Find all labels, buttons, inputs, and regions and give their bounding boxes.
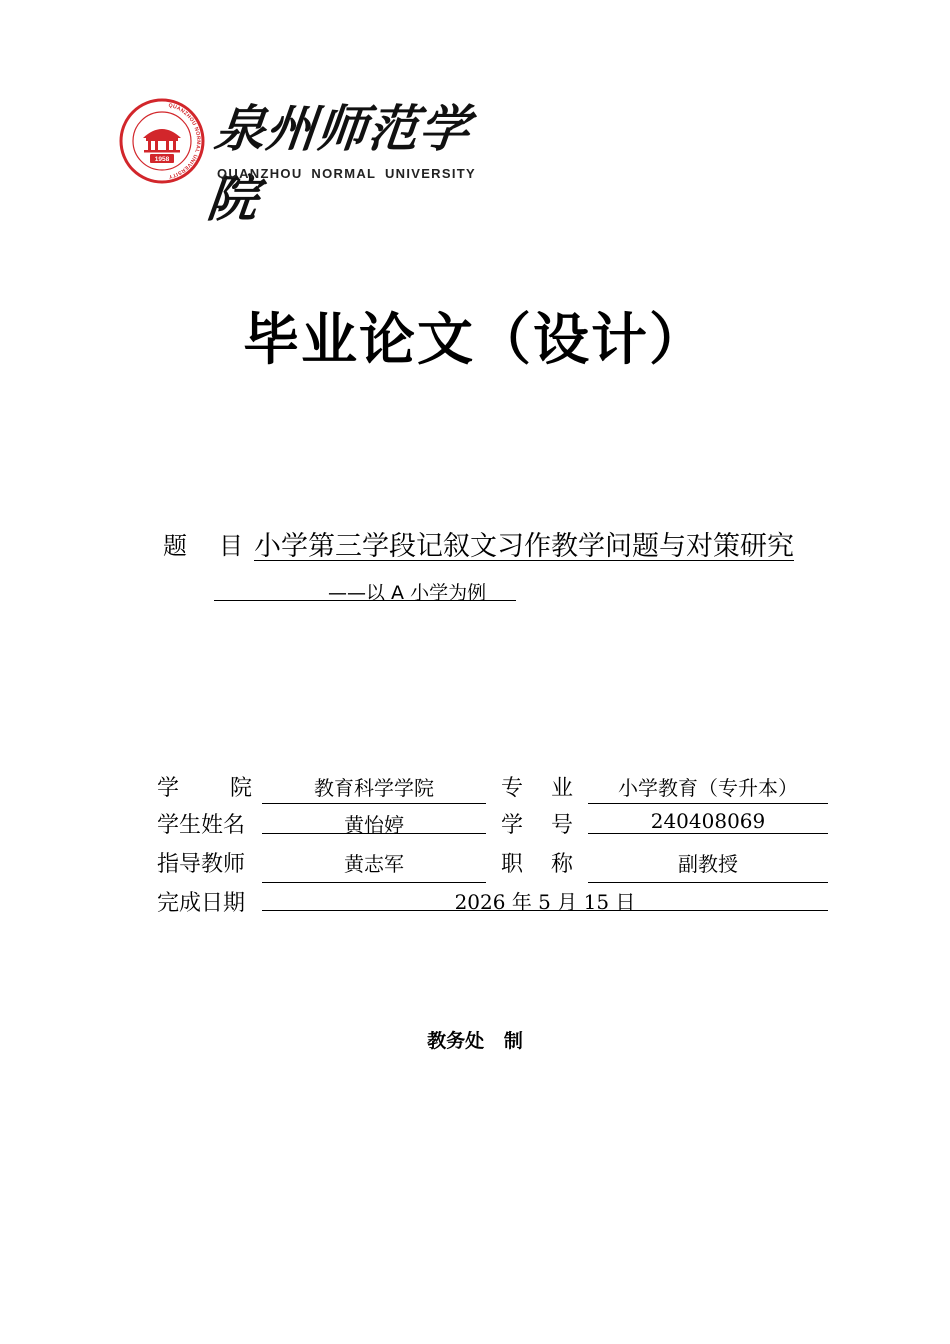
advisor-title-underline bbox=[588, 882, 828, 883]
student-id-value: 240408069 bbox=[650, 809, 766, 833]
university-name-en: QUANZHOU NORMAL UNIVERSITY bbox=[217, 166, 476, 181]
student-name-underline bbox=[262, 833, 486, 834]
issuer-footer: 教务处 制 bbox=[427, 1030, 523, 1052]
completion-date-value: 2026 年 5 月 15 日 bbox=[454, 890, 636, 914]
advisor-value: 黄志军 bbox=[344, 852, 404, 876]
university-seal-icon bbox=[119, 98, 205, 184]
college-underline bbox=[262, 803, 486, 804]
topic-label bbox=[163, 526, 243, 561]
student-id-label-char-1: 学 bbox=[501, 813, 524, 838]
major-label-char-1: 专 bbox=[501, 776, 524, 801]
university-name-cn: 泉州师范学院 bbox=[204, 99, 474, 228]
major-value: 小学教育（专升本） bbox=[618, 776, 798, 800]
college-label-char-1: 学 bbox=[157, 776, 180, 801]
college-label-char-2: 院 bbox=[229, 776, 252, 801]
topic-value: 小学第三学段记叙文习作教学问题与对策研究 bbox=[254, 531, 794, 562]
advisor-title-label-char-2: 称 bbox=[550, 852, 573, 877]
student-name-label: 学生姓名 bbox=[157, 813, 246, 838]
student-id-underline bbox=[588, 833, 828, 834]
student-id-label bbox=[501, 808, 573, 839]
student-name-value: 黄怡婷 bbox=[344, 813, 404, 837]
svg-text:1958: 1958 bbox=[154, 156, 170, 163]
advisor-title-label bbox=[501, 847, 573, 878]
advisor-title-label-char-1: 职 bbox=[501, 852, 524, 877]
college-label bbox=[157, 771, 252, 802]
topic-label-char-2: 目 bbox=[219, 532, 243, 560]
svg-text:QUANZHOU NORMAL UNIVERSITY: QUANZHOU NORMAL UNIVERSITY bbox=[167, 102, 202, 180]
completion-date-label: 完成日期 bbox=[157, 891, 246, 916]
topic-subtitle: ——以 A 小学为例 bbox=[328, 582, 487, 604]
document-title: 毕业论文（设计） bbox=[243, 308, 707, 373]
advisor-label: 指导教师 bbox=[157, 852, 246, 877]
major-label-char-2: 业 bbox=[550, 776, 573, 801]
college-value: 教育科学学院 bbox=[314, 776, 434, 800]
major-underline bbox=[588, 803, 828, 804]
topic-label-char-1: 题 bbox=[163, 532, 187, 560]
advisor-title-value: 副教授 bbox=[678, 852, 738, 876]
completion-date-underline bbox=[262, 910, 828, 911]
major-label bbox=[501, 771, 573, 802]
student-id-label-char-2: 号 bbox=[550, 813, 573, 838]
advisor-underline bbox=[262, 882, 486, 883]
